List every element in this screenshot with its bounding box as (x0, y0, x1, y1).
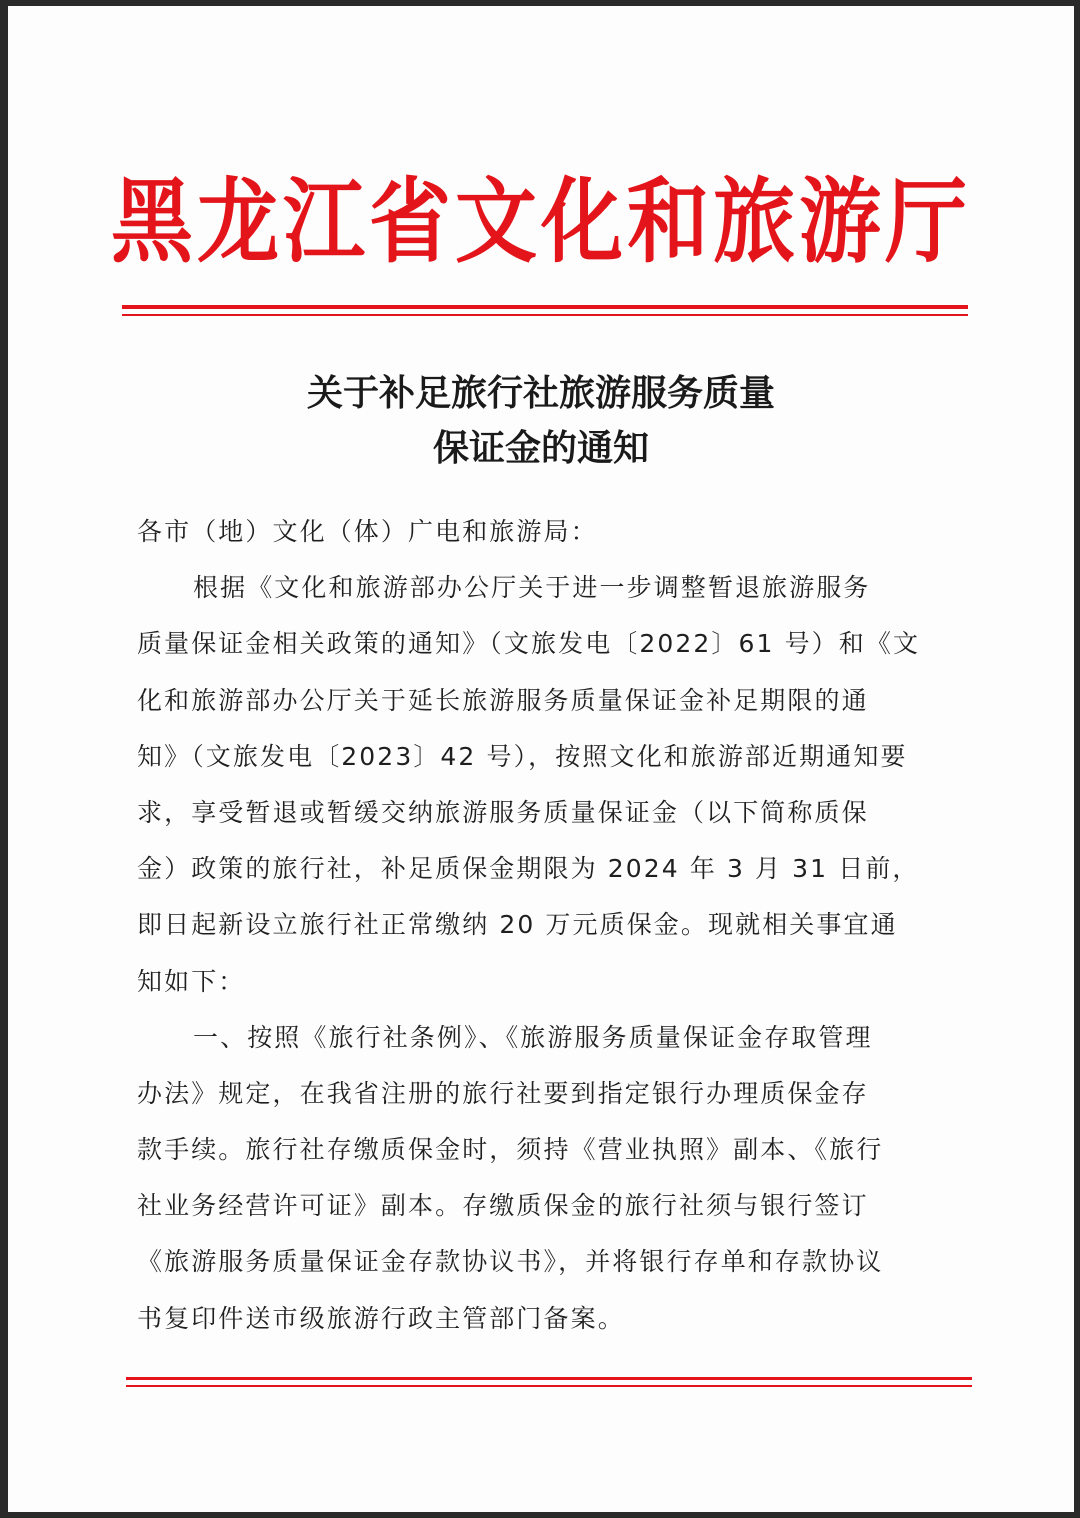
document-page (8, 6, 1074, 1512)
issuer-header-title: 黑龙江省文化和旅游厅 (110, 168, 971, 276)
body-line: 一、按照《旅行社条例》、《旅游服务质量保证金存取管理 (193, 1022, 873, 1052)
body-line: 质量保证金相关政策的通知》（文旅发电〔2022〕61 号）和《文 (137, 629, 921, 659)
body-line: 《旅游服务质量保证金存款协议书》，并将银行存单和存款协议 (137, 1247, 884, 1277)
notice-title (8, 366, 1074, 476)
body-line: 求，享受暂退或暂缓交纳旅游服务质量保证金（以下简称质保 (137, 797, 869, 827)
footer-red-rule-thick (126, 1377, 972, 1380)
footer-red-rule-thin (126, 1385, 972, 1387)
header-red-rule-thick (122, 305, 968, 309)
body-line: 化和旅游部办公厅关于延长旅游服务质量保证金补足期限的通 (137, 685, 869, 715)
notice-title-line-1: 关于补足旅行社旅游服务质量 (306, 372, 775, 414)
body-line: 根据《文化和旅游部办公厅关于进一步调整暂退旅游服务 (193, 573, 871, 603)
body-line: 即日起新设立旅行社正常缴纳 20 万元质保金。现就相关事宜通 (137, 910, 898, 940)
notice-body (137, 504, 937, 1347)
salutation: 各市（地）文化（体）广电和旅游局： (137, 517, 598, 546)
header-red-rule-thin (122, 314, 968, 316)
body-line: 知》（文旅发电〔2023〕42 号），按照文化和旅游部近期通知要 (137, 741, 908, 771)
body-line: 金）政策的旅行社，补足质保金期限为 2024 年 3 月 31 日前， (137, 854, 920, 884)
body-line: 书复印件送市级旅游行政主管部门备案。 (137, 1303, 625, 1333)
body-line: 款手续。旅行社存缴质保金时，须持《营业执照》副本、《旅行 (137, 1135, 884, 1165)
body-line: 社业务经营许可证》副本。存缴质保金的旅行社须与银行签订 (137, 1191, 869, 1221)
body-line: 办法》规定，在我省注册的旅行社要到指定银行办理质保金存 (137, 1078, 869, 1108)
notice-title-line-2: 保证金的通知 (432, 427, 649, 469)
body-line: 知如下： (137, 966, 246, 996)
